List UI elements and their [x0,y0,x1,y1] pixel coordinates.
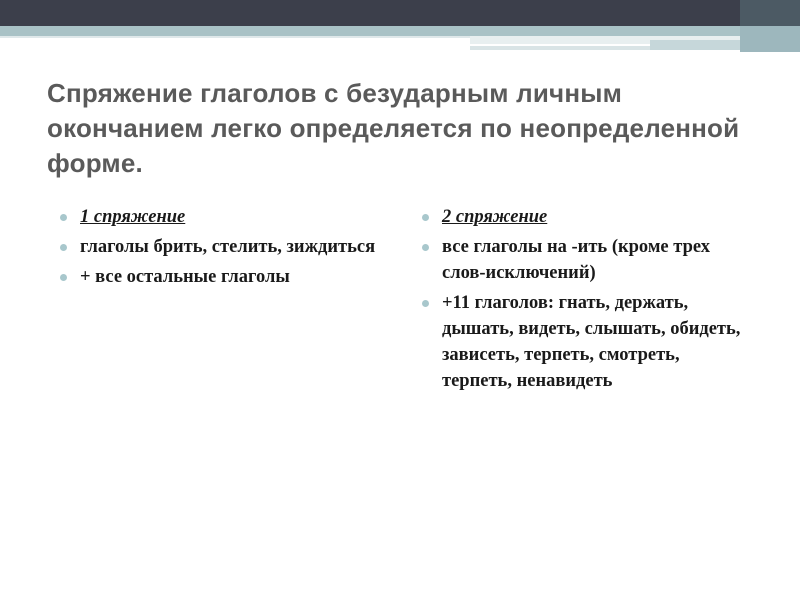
header-divider [470,46,650,50]
list-item-text: все глаголы на -ить (кроме трех слов-исключений) [442,237,710,283]
header-band [0,0,800,26]
list-item [58,234,398,260]
left-column [58,204,398,294]
bullet-icon [60,214,67,221]
list-item-text: глаголы брить, стелить, зиждиться [80,237,376,257]
list-item [58,204,398,230]
header-divider [650,40,740,50]
list-item [58,264,398,290]
header-accent-band [0,26,800,36]
column-heading: 1 спряжение [80,207,186,227]
bullet-icon [60,274,67,281]
slide-title: Спряжение глаголов с безударным личным окончанием легко определяется по неопределенной форме. [47,78,740,178]
list-item [420,290,750,394]
header-divider [0,36,470,38]
bullet-icon [422,300,429,307]
bullet-list [58,204,398,290]
list-item-text: + все остальные глаголы [80,267,290,287]
list-item-text: +11 глаголов: гнать, держать, дышать, видеть, слышать, обидеть, зависеть, терпеть, смотреть, терпеть, ненавидеть [442,293,741,391]
column-heading: 2 спряжение [442,207,548,227]
list-item [420,204,750,230]
bullet-icon [422,244,429,251]
right-column [420,204,750,398]
bullet-icon [422,214,429,221]
list-item [420,234,750,286]
header-corner-accent [740,26,800,52]
bullet-icon [60,244,67,251]
bullet-list [420,204,750,394]
